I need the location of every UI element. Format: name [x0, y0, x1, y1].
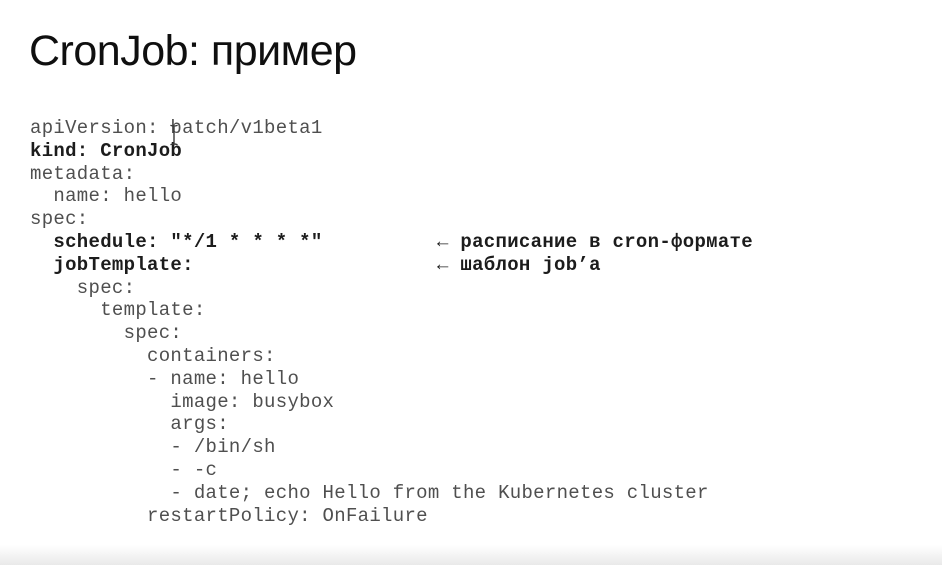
code-line	[30, 140, 709, 163]
code-line	[30, 163, 709, 186]
code-text: spec:	[30, 322, 183, 345]
code-line	[30, 391, 709, 414]
code-line	[30, 185, 709, 208]
code-text: restartPolicy: OnFailure	[30, 504, 428, 527]
code-text: jobTemplate:	[30, 253, 194, 276]
code-text: image: busybox	[30, 390, 335, 413]
code-text: template:	[30, 299, 206, 322]
code-text: - date; echo Hello from the Kubernetes cluster	[30, 481, 709, 504]
code-line	[30, 277, 709, 300]
code-text: - -c	[30, 458, 218, 481]
code-text: metadata:	[30, 162, 136, 185]
code-line	[30, 254, 709, 277]
code-line	[30, 299, 709, 322]
code-line	[30, 230, 753, 254]
code-line	[30, 117, 709, 140]
code-text: schedule: "*/1 * * * *"	[30, 230, 323, 253]
code-text: - /bin/sh	[30, 436, 276, 459]
code-line	[30, 436, 709, 459]
code-text: spec:	[30, 208, 89, 231]
code-line	[30, 482, 709, 505]
code-text: containers:	[30, 344, 276, 367]
code-line	[30, 322, 709, 345]
bottom-gradient-strip	[0, 545, 942, 565]
code-text: args:	[30, 413, 229, 436]
code-line	[30, 459, 709, 482]
annotation: ← шаблон job’a	[437, 253, 601, 276]
annotation: ← расписание в cron-формате	[437, 230, 753, 253]
code-line	[30, 505, 709, 528]
code-text: spec:	[30, 276, 136, 299]
text-ibeam-cursor-icon	[169, 124, 179, 146]
code-text: kind: CronJob	[30, 139, 183, 162]
code-line	[30, 208, 709, 231]
yaml-code-block	[30, 117, 753, 527]
slide-title: CronJob: пример	[29, 27, 357, 75]
code-text: apiVersion: batch/v1beta1	[30, 117, 323, 139]
code-text: name: hello	[30, 185, 183, 208]
code-text: - name: hello	[30, 367, 300, 390]
code-line	[30, 368, 709, 391]
code-line	[30, 413, 709, 436]
code-line	[30, 345, 709, 368]
